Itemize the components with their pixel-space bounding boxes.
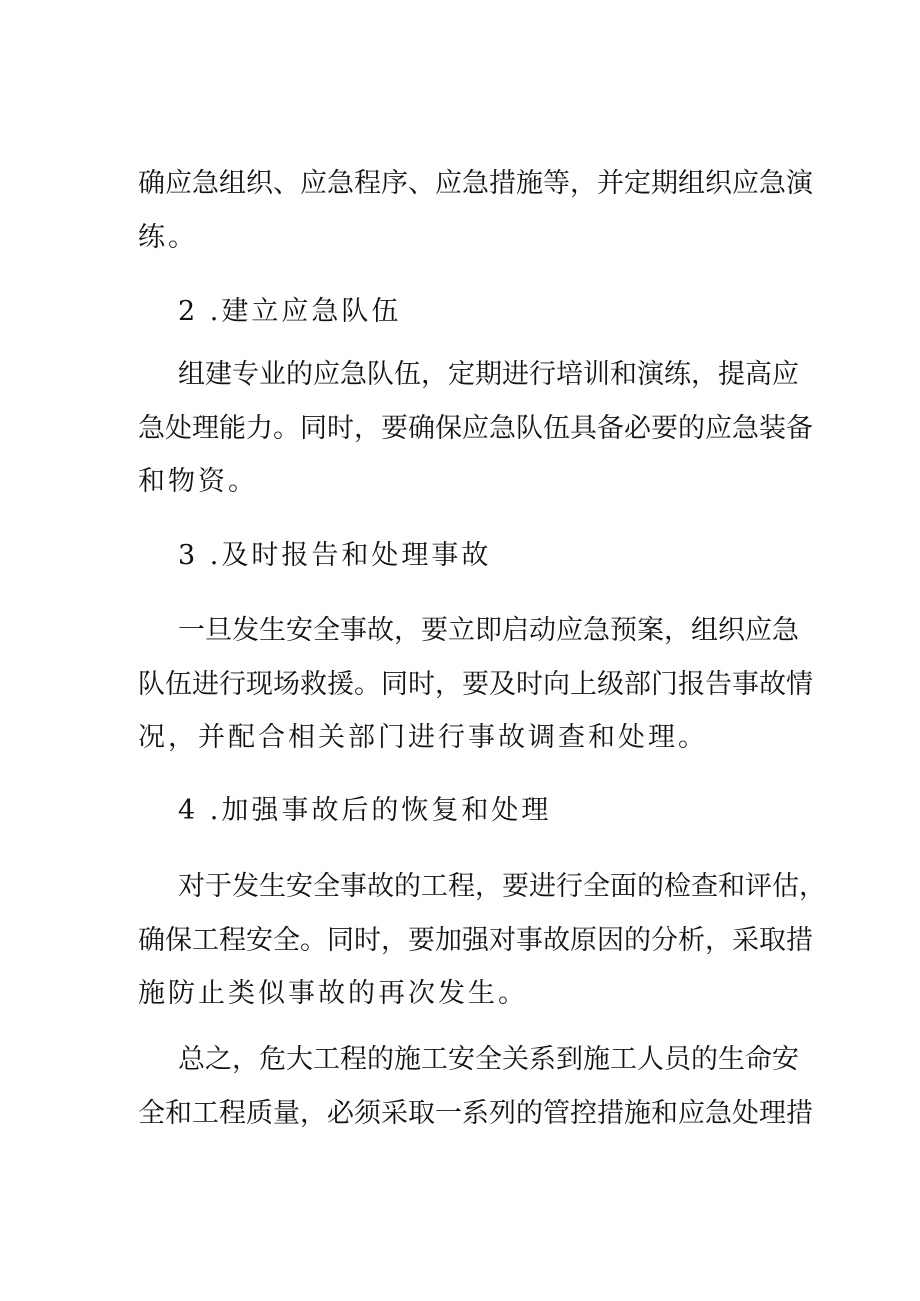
paragraph-line: 组 建 专 业 的 应 急 队 伍 ， 定 期 进 行 培 训 和 演 练 ， 提 高 应 — [178, 359, 799, 390]
paragraph-line: 对 于 发 生 安 全 事 故 的 工 程 ， 要 进 行 全 面 的 检 查 和 评 估 ， — [178, 871, 826, 902]
paragraph-line: 总 之 ， 危 大 工 程 的 施 工 安 全 关 系 到 施 工 人 员 的 生 命 安 — [178, 1044, 799, 1075]
paragraph-line: 确 应 急 组 织 、 应 急 程 序 、 应 急 措 施 等 ， 并 定 期 组 织 应 急 演 — [138, 168, 813, 199]
paragraph-line: 练。 — [138, 222, 198, 253]
section-heading: 4 .加强事故后的恢复和处理 — [178, 795, 552, 826]
paragraph-line: 和物资。 — [138, 466, 258, 497]
paragraph-line: 急 处 理 能 力 。 同 时 ， 要 确 保 应 急 队 伍 具 备 必 要 的 应 急 装 备 — [138, 413, 813, 444]
paragraph-line: 况，并配合相关部门进行事故调查和处理。 — [138, 722, 708, 753]
paragraph-line: 队 伍 进 行 现 场 救 援 。 同 时 ， 要 及 时 向 上 级 部 门 报 告 事 故 情 — [138, 669, 813, 700]
section-heading: 3 .及时报告和处理事故 — [178, 540, 492, 571]
paragraph-line: 一 旦 发 生 安 全 事 故 ， 要 立 即 启 动 应 急 预 案 ， 组 织 应 急 — [178, 615, 799, 646]
section-heading: 2 .建立应急队伍 — [178, 296, 402, 327]
paragraph-line: 施防止类似事故的再次发生。 — [138, 978, 528, 1009]
paragraph-line: 确 保 工 程 安 全 。 同 时 ， 要 加 强 对 事 故 原 因 的 分 析 ， 采 取 措 — [138, 925, 813, 956]
paragraph-line: 全 和 工 程 质 量 ， 必 须 采 取 一 系 列 的 管 控 措 施 和 应 急 处 理 措 — [138, 1098, 813, 1129]
